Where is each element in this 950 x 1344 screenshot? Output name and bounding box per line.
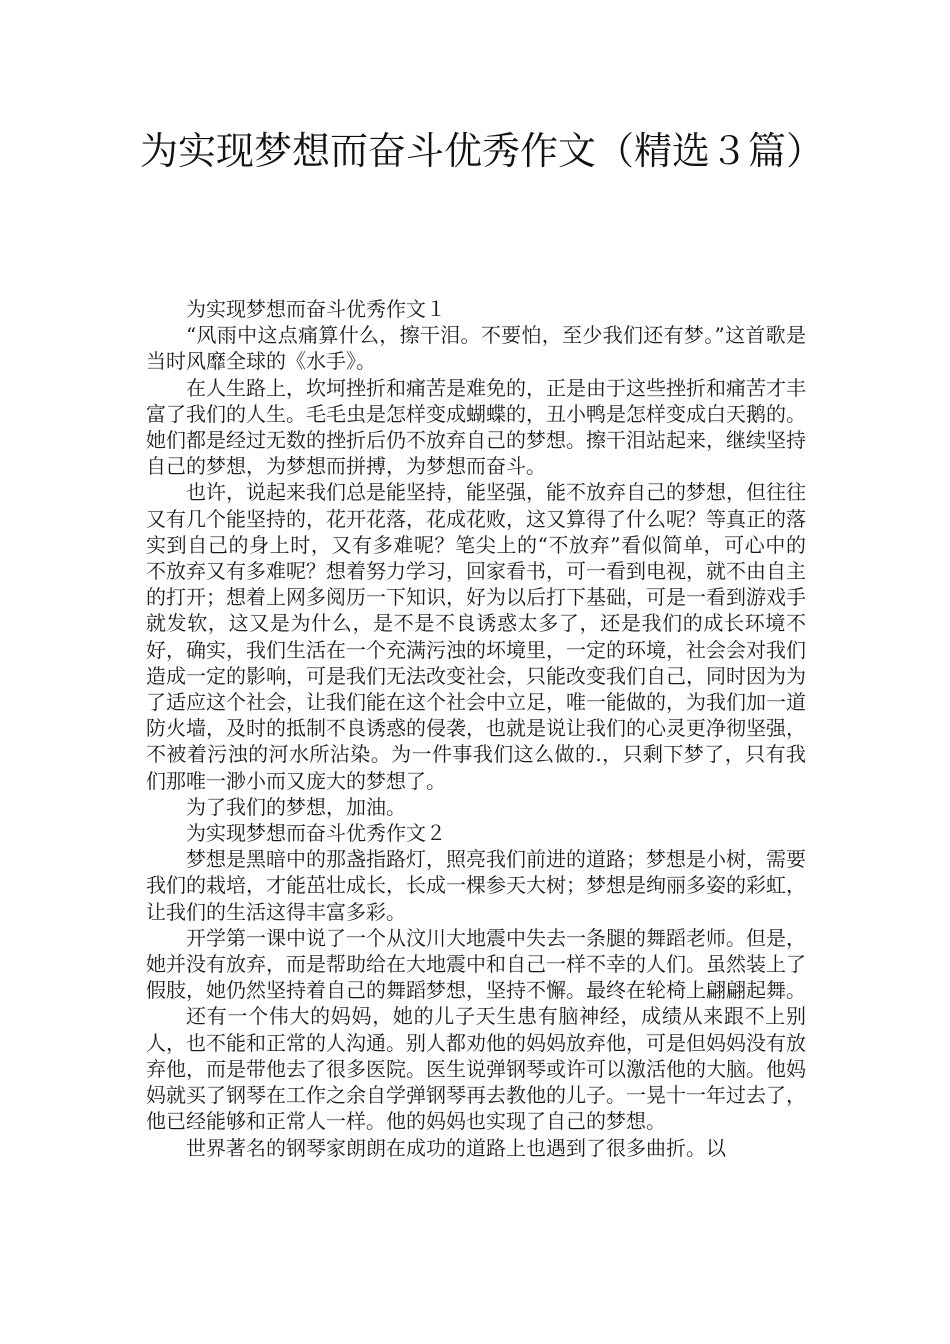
paragraph: “风雨中这点痛算什么，擦干泪。不要怕，至少我们还有梦。”这首歌是当时风靡全球的《水手》。 bbox=[146, 323, 806, 374]
paragraph: 为了我们的梦想，加油。 bbox=[186, 794, 406, 819]
paragraph: 世界著名的钢琴家朗朗在成功的道路上也遇到了很多曲折。以 bbox=[186, 1135, 726, 1160]
paragraph: 在人生路上，坎坷挫折和痛苦是难免的，正是由于这些挫折和痛苦才丰富了我们的人生。毛毛虫是怎样变成蝴蝶的，丑小鸭是怎样变成白天鹅的。她们都是经过无数的挫折后仍不放弃自己的梦想。擦干泪站起来，继续坚持自己的梦想，为梦想而拼搏，为梦想而奋斗。 bbox=[146, 375, 806, 479]
paragraph: 为实现梦想而奋斗优秀作文２ bbox=[186, 821, 446, 846]
paragraph: 开学第一课中说了一个从汶川大地震中失去一条腿的舞蹈老师。但是，她并没有放弃，而是帮助给在大地震中和自己一样不幸的人们。虽然装上了假肢，她仍然坚持着自己的舞蹈梦想，坚持不懈。最终在轮椅上翩翩起舞。 bbox=[146, 925, 806, 1003]
paragraph: 还有一个伟大的妈妈，她的儿子天生患有脑神经，成绩从来跟不上别人，也不能和正常的人沟通。别人都劝他的妈妈放弃他，可是但妈妈没有放弃他，而是带他去了很多医院。医生说弹钢琴或许可以激活他的大脑。他妈妈就买了钢琴在工作之余自学弹钢琴再去教他的儿子。一晃十一年过去了，他已经能够和正常人一样。他的妈妈也实现了自己的梦想。 bbox=[146, 1004, 806, 1134]
page-title: 为实现梦想而奋斗优秀作文（精选３篇） bbox=[140, 129, 825, 173]
paragraph: 为实现梦想而奋斗优秀作文１ bbox=[186, 297, 446, 321]
paragraph: 也许，说起来我们总是能坚持，能坚强，能不放弃自己的梦想，但往往又有几个能坚持的，花开花落，花成花败，这又算得了什么呢？等真正的落实到自己的身上时，又有多难呢？笔尖上的“不放弃”看似简单，可心中的不放弃又有多难呢？想着努力学习，回家看书，可一看到电视，就不由自主的打开；想着上网多阅历一下知识，好为以后打下基础，可是一看到游戏手就发软，这又是为什么，是不是不良诱惑太多了，还是我们的成长环境不好，确实，我们生活在一个充满污浊的坏境里，一定的环境，社会会对我们造成一定的影响，可是我们无法改变社会，只能改变我们自己，同时因为为了适应这个社会，让我们能在这个社会中立足，唯一能做的，为我们加一道防火墙，及时的抵制不良诱惑的侵袭，也就是说让我们的心灵更净彻坚强，不被着污浊的河水所沾染。为一件事我们这么做的.，只剩下梦了，只有我们那唯一渺小而又庞大的梦想了。 bbox=[146, 480, 806, 793]
article-body bbox=[146, 296, 806, 1161]
paragraph: 梦想是黑暗中的那盏指路灯，照亮我们前进的道路；梦想是小树，需要我们的栽培，才能茁壮成长，长成一棵参天大树；梦想是绚丽多姿的彩虹，让我们的生活这得丰富多彩。 bbox=[146, 847, 806, 924]
